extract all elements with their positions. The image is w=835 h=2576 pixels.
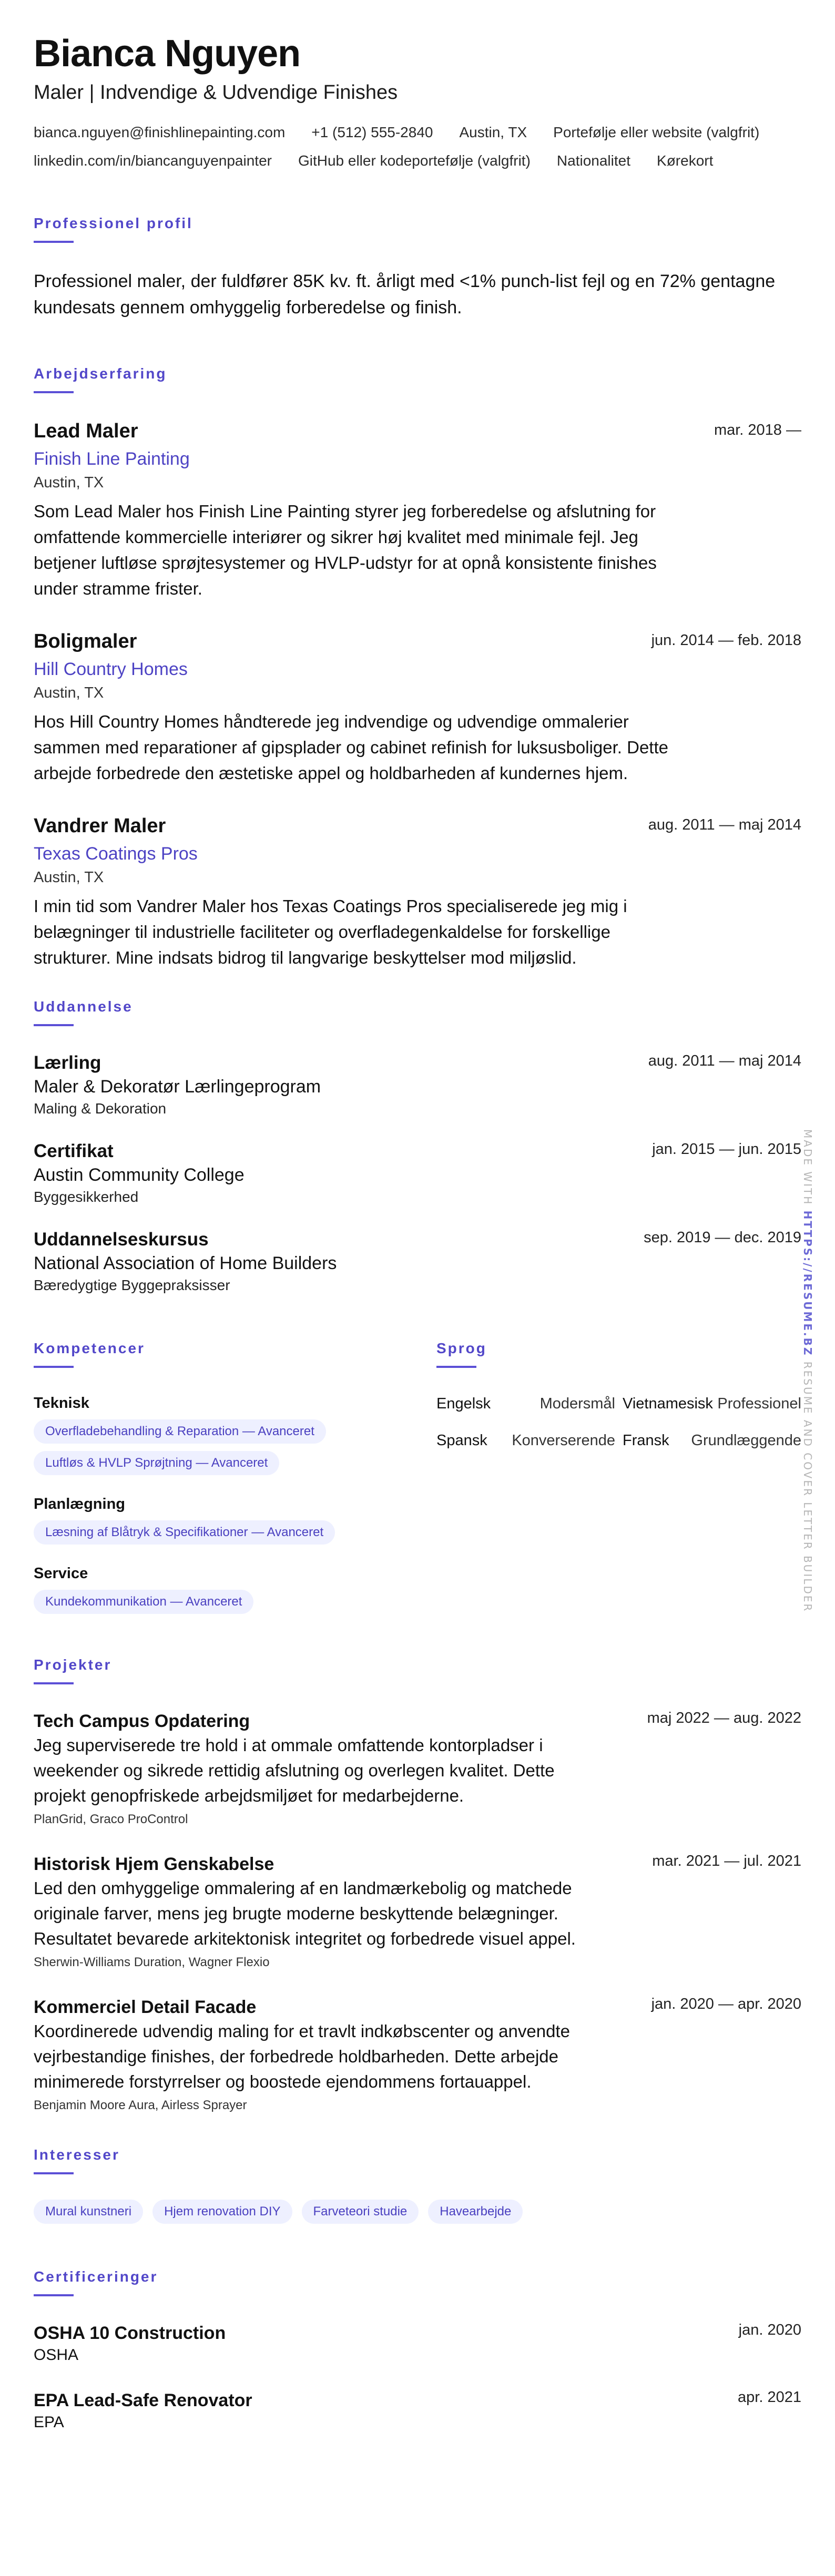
skill-chip: Kundekommunikation — Avanceret <box>34 1590 253 1614</box>
project-tools: Benjamin Moore Aura, Airless Sprayer <box>34 2098 247 2112</box>
degree-title: Certifikat <box>34 1141 114 1161</box>
job-description: I min tid som Vandrer Maler hos Texas Coatings Pros specialiserede jeg mig i belægninger til industrielle faciliteter og overfladegenkaldelse for forskellige strukturer. Mine indsats bidrog til langvarige beskyttelser mod miljøslid. <box>34 896 627 967</box>
skill-category: Service <box>34 1565 88 1582</box>
builder-watermark <box>801 1129 814 1612</box>
skill-chip: Læsning af Blåtryk & Specifikationer — Avanceret <box>34 1520 335 1545</box>
contact-location: Austin, TX <box>459 124 527 140</box>
institution-name: Maler & Dekoratør Lærlingeprogram <box>34 1077 321 1097</box>
language-name: Fransk <box>623 1432 669 1449</box>
experience-entry <box>34 813 801 970</box>
experience-entry <box>34 629 801 786</box>
institution-name: Austin Community College <box>34 1165 245 1185</box>
company-name: Texas Coatings Pros <box>34 844 198 864</box>
entry-date: aug. 2011 — maj 2014 <box>648 816 801 833</box>
project-title: Historisk Hjem Genskabelse <box>34 1854 274 1874</box>
project-description: Led den omhyggelige ommalering af en landmærkebolig og matchede originale farver, mens jeg brugte moderne beskyttende belægninger. Resultatet bevarede arkitektonisk integritet og forbedrede visuel appel. <box>34 1878 576 1948</box>
project-tools: PlanGrid, Graco ProControl <box>34 1812 188 1826</box>
entry-date: maj 2022 — aug. 2022 <box>647 1710 801 1726</box>
section-title: Sprog <box>436 1340 487 1356</box>
skill-group <box>34 1494 436 1545</box>
skills-section <box>34 1340 436 1633</box>
section-divider <box>34 391 74 393</box>
entry-date: apr. 2021 <box>738 2389 801 2406</box>
skills-languages-row <box>34 1340 801 1633</box>
certification-issuer: EPA <box>34 2414 64 2431</box>
job-title: Vandrer Maler <box>34 815 166 837</box>
certification-issuer: OSHA <box>34 2346 79 2364</box>
section-divider <box>34 1024 74 1026</box>
entry-date: sep. 2019 — dec. 2019 <box>644 1229 801 1246</box>
projects-section <box>34 1656 801 2114</box>
section-divider <box>34 1366 74 1368</box>
language-row <box>436 1430 801 1451</box>
skill-chip: Luftløs & HVLP Sprøjtning — Avanceret <box>34 1451 279 1475</box>
language-name: Engelsk <box>436 1395 491 1412</box>
contact-github[interactable]: GitHub eller kodeportefølje (valgfrit) <box>298 152 531 169</box>
experience-entry <box>34 418 801 601</box>
language-level: Konverserende <box>512 1432 615 1449</box>
project-description: Koordinerede udvendig maling for et travlt indkøbscenter og anvendte vejrbestandige finishes, der forbedrede holdbarheden. Dette arbejde minimerede forstyrrelser og boostede ejendommens fortauappel. <box>34 2021 570 2091</box>
certification-title: OSHA 10 Construction <box>34 2323 226 2343</box>
skill-group <box>34 1563 436 1614</box>
skill-category: Planlægning <box>34 1496 125 1512</box>
section-title: Certificeringer <box>34 2268 158 2285</box>
section-title: Professionel profil <box>34 215 193 231</box>
project-description: Jeg superviserede tre hold i at ommale omfattende kontorpladser i weekender og sikrede rettidig afslutning og overlegen kvalitet. Dette projekt genopfriskede arbejdsmiljøet for medarbejderne. <box>34 1735 555 1805</box>
watermark-suffix: RESUME AND COVER LETTER BUILDER <box>801 1356 814 1613</box>
language-item <box>436 1393 615 1414</box>
section-divider <box>436 1366 476 1368</box>
company-name: Finish Line Painting <box>34 449 190 469</box>
job-description: Hos Hill Country Homes håndterede jeg indvendige og udvendige ommalerier sammen med reparationer af gipsplader og cabinet refinish for luksusboliger. Dette arbejde forbedrede den æstetiske appel og holdbarheden af kundernes hjem. <box>34 712 668 783</box>
language-row <box>436 1393 801 1414</box>
contact-phone[interactable]: +1 (512) 555-2840 <box>311 124 433 140</box>
contact-nationality: Nationalitet <box>556 152 631 169</box>
job-description: Som Lead Maler hos Finish Line Painting styrer jeg forberedelse og afslutning for omfattende kommercielle interiører og sikrer høj kvalitet med minimale fejl. Jeg betjener luftløse sprøjtesystemer og HVLP-udstyr for at opnå konsistente finishes under stramme frister. <box>34 502 657 598</box>
certification-entry <box>34 2389 801 2433</box>
section-divider <box>34 241 74 243</box>
interest-chip: Hjem renovation DIY <box>152 2200 292 2224</box>
experience-section <box>34 365 801 970</box>
watermark-prefix: MADE WITH <box>801 1129 814 1211</box>
field-of-study: Bæredygtige Byggepraksisser <box>34 1277 230 1293</box>
education-entry <box>34 1051 801 1119</box>
project-entry <box>34 1996 801 2114</box>
skill-chip: Overfladebehandling & Reparation — Avanceret <box>34 1419 326 1444</box>
entry-date: jan. 2015 — jun. 2015 <box>652 1141 801 1158</box>
entry-date: mar. 2018 — <box>714 422 801 438</box>
candidate-headline: Maler | Indvendige & Udvendige Finishes <box>34 81 398 104</box>
watermark-link[interactable]: HTTPS://RESUME.BZ <box>801 1210 814 1357</box>
project-entry <box>34 1853 801 1971</box>
section-divider <box>34 2294 74 2296</box>
certification-title: EPA Lead-Safe Renovator <box>34 2390 252 2410</box>
interest-chip: Farveteori studie <box>302 2200 419 2224</box>
languages-section <box>436 1340 801 1633</box>
degree-title: Uddannelseskursus <box>34 1229 209 1250</box>
section-title: Projekter <box>34 1657 112 1673</box>
section-title: Uddannelse <box>34 998 133 1015</box>
resume-page <box>34 32 801 2456</box>
language-level: Professionel <box>717 1395 801 1412</box>
language-level: Modersmål <box>539 1395 615 1412</box>
contact-drivers-license: Kørekort <box>657 152 714 169</box>
language-level: Grundlæggende <box>691 1432 801 1449</box>
project-tools: Sherwin-Williams Duration, Wagner Flexio <box>34 1955 270 1969</box>
entry-date: jan. 2020 — apr. 2020 <box>651 1996 801 2012</box>
resume-header <box>34 32 801 170</box>
job-title: Boligmaler <box>34 630 137 652</box>
project-title: Tech Campus Opdatering <box>34 1711 250 1731</box>
contact-linkedin[interactable]: linkedin.com/in/biancanguyenpainter <box>34 152 272 169</box>
language-item <box>623 1393 801 1414</box>
entry-date: jun. 2014 — feb. 2018 <box>651 632 801 649</box>
interests-section <box>34 2146 801 2224</box>
field-of-study: Byggesikkerhed <box>34 1189 139 1205</box>
contact-info <box>34 123 801 170</box>
skill-group <box>34 1393 436 1475</box>
summary-text: Professionel maler, der fuldfører 85K kv. ft. årligt med <1% punch-list fejl og en 72% gentagne kundesats gennem omhyggelig forberedelse og finish. <box>34 271 776 318</box>
section-title: Interesser <box>34 2146 120 2163</box>
contact-email[interactable]: bianca.nguyen@finishlinepainting.com <box>34 124 286 140</box>
education-entry <box>34 1228 801 1295</box>
section-title: Arbejdserfaring <box>34 365 167 382</box>
language-name: Spansk <box>436 1432 487 1449</box>
job-location: Austin, TX <box>34 474 104 491</box>
interest-chip: Havearbejde <box>428 2200 523 2224</box>
language-item <box>623 1430 801 1451</box>
summary-section <box>34 214 801 321</box>
skill-category: Teknisk <box>34 1395 89 1412</box>
project-entry <box>34 1710 801 1828</box>
job-title: Lead Maler <box>34 420 138 442</box>
entry-date: mar. 2021 — jul. 2021 <box>652 1853 801 1869</box>
section-title: Kompetencer <box>34 1340 145 1356</box>
institution-name: National Association of Home Builders <box>34 1253 337 1273</box>
language-name: Vietnamesisk <box>623 1395 713 1412</box>
education-entry <box>34 1140 801 1207</box>
contact-portfolio[interactable]: Portefølje eller website (valgfrit) <box>553 124 760 140</box>
candidate-name: Bianca Nguyen <box>34 33 301 75</box>
job-location: Austin, TX <box>34 869 104 886</box>
certification-entry <box>34 2322 801 2366</box>
section-divider <box>34 2172 74 2174</box>
entry-date: jan. 2020 <box>738 2322 801 2338</box>
interest-chip: Mural kunstneri <box>34 2200 143 2224</box>
degree-title: Lærling <box>34 1052 101 1073</box>
certifications-section <box>34 2268 801 2433</box>
section-divider <box>34 1682 74 1684</box>
company-name: Hill Country Homes <box>34 659 188 679</box>
job-location: Austin, TX <box>34 684 104 701</box>
language-item <box>436 1430 615 1451</box>
education-section <box>34 998 801 1295</box>
project-title: Kommerciel Detail Facade <box>34 1997 257 2017</box>
entry-date: aug. 2011 — maj 2014 <box>648 1052 801 1069</box>
field-of-study: Maling & Dekoration <box>34 1100 167 1117</box>
